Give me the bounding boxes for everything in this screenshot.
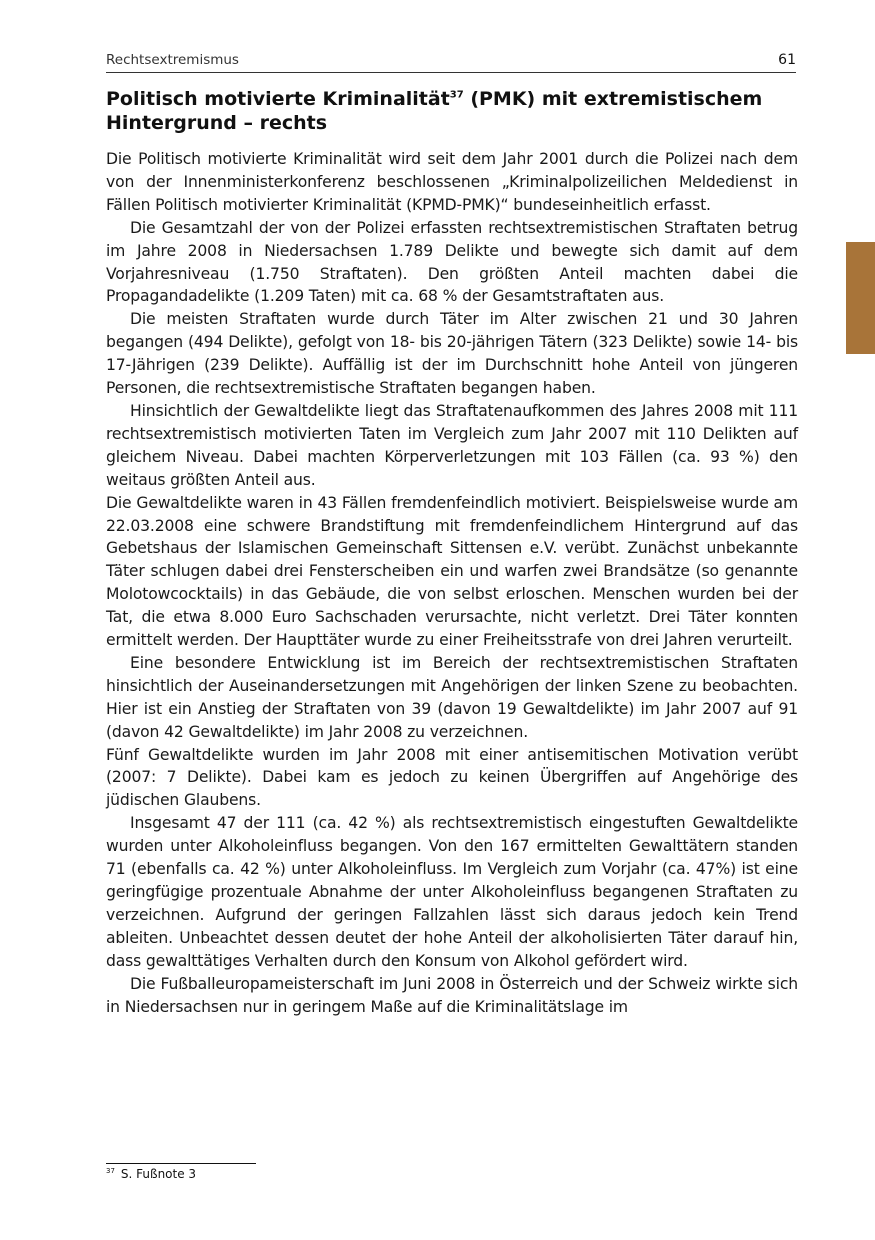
- heading-footnote-marker: 37: [449, 89, 464, 101]
- footnote-rule: [106, 1163, 256, 1164]
- footnote: [106, 1167, 196, 1181]
- paragraph: Die meisten Straftaten wurde durch Täter im Alter zwischen 21 und 30 Jahren begangen (494 Delikte), gefolgt von 18- bis 20-jährigen Tätern (323 Delikte) sowie 14- bis 17-Jährigen (239 Delikte). Auffällig ist der im Durchschnitt hohe Anteil von jüngeren Personen, die rechtsextremistische Straftaten begangen haben.: [106, 310, 798, 398]
- page-number: 61: [778, 52, 796, 68]
- paragraph: Insgesamt 47 der 111 (ca. 42 %) als rechtsextremistisch eingestuften Gewaltdelikte wurden unter Alkoholeinfluss begangen. Von den 167 ermittelten Gewalttätern standen 71 (ebenfalls ca. 42 %) unter Alkoholeinfluss. Im Vergleich zum Vorjahr (ca. 47%) ist eine geringfügige prozentuale Abnahme der unter Alkoholeinfluss begangenen Straftaten zu verzeichnen. Aufgrund der geringen Fallzahlen lässt sich daraus jedoch kein Trend ableiten. Unbeachtet dessen deutet der hohe Anteil der alkoholisierten Täter darauf hin, dass gewalttätiges Verhalten durch den Konsum von Alkohol gefördert wird.: [106, 814, 798, 970]
- paragraph: Fünf Gewaltdelikte wurden im Jahr 2008 mit einer antisemitischen Motivation verübt (2007: 7 Delikte). Dabei kam es jedoch zu keinen Übergriffen auf Angehörige des jüdischen Glaubens.: [106, 745, 798, 810]
- heading-text-start: Politisch motivierte Kriminalität: [106, 88, 450, 110]
- paragraph: Die Fußballeuropameisterschaft im Juni 2008 in Österreich und der Schweiz wirkte sich in Niedersachsen nur in geringem Maße auf die Kriminalitätslage im: [106, 974, 798, 1016]
- footnote-text: S. Fußnote 3: [120, 1167, 197, 1181]
- paragraph: Die Politisch motivierte Kriminalität wird seit dem Jahr 2001 durch die Polizei nach dem von der Innenministerkonferenz beschlossenen „Kriminalpolizeilichen Meldedienst in Fällen Politisch motivierter Kriminalität (KPMD-PMK)“ bundeseinheitlich erfasst.: [106, 150, 798, 214]
- paragraph: Hinsichtlich der Gewaltdelikte liegt das Straftatenaufkommen des Jahres 2008 mit 111 rechtsextremistisch motivierten Taten im Vergleich zum Jahr 2007 mit 110 Delikten auf gleichem Niveau. Dabei machten Körperverletzungen mit 103 Fällen (ca. 93 %) den weitaus größten Anteil aus.: [106, 401, 798, 489]
- running-head: [106, 50, 796, 73]
- paragraph: Die Gewaltdelikte waren in 43 Fällen fremdenfeindlich motiviert. Beispielsweise wurde am 22.03.2008 eine schwere Brandstiftung mit fremdenfeindlichem Hintergrund auf das Gebetshaus der Islamischen Gemeinschaft Sittensen e.V. verübt. Zunächst unbekannte Täter schlugen dabei drei Fensterscheiben ein und warfen zwei Brandsätze (so genannte Molotowcocktails) in das Gebäude, die von selbst erloschen. Menschen wurden bei der Tat, die etwa 8.000 Euro Sachschaden verursachte, nicht verletzt. Drei Täter konnten ermittelt werden. Der Haupttäter wurde zu einer Freiheitsstrafe von drei Jahren verurteilt.: [106, 493, 798, 650]
- running-head-section: Rechtsextremismus: [106, 52, 239, 68]
- paragraph: Die Gesamtzahl der von der Polizei erfassten rechtsextremistischen Straftaten betrug im Jahre 2008 in Niedersachsen 1.789 Delikte und bewegte sich damit auf dem Vorjahresniveau (1.750 Straftaten). Den größten Anteil machten dabei die Propagandadelikte (1.209 Taten) mit ca. 68 % der Gesamtstraftaten aus.: [106, 218, 798, 306]
- section-heading: [106, 87, 796, 135]
- paragraph: Eine besondere Entwicklung ist im Bereich der rechtsextremistischen Straftaten hinsichtlich der Auseinandersetzungen mit Angehörigen der linken Szene zu beobachten. Hier ist ein Anstieg der Straftaten von 39 (davon 19 Gewaltdelikte) im Jahr 2007 auf 91 (davon 42 Gewaltdelikte) im Jahr 2008 zu verzeichnen.: [106, 653, 798, 741]
- chapter-thumb-tab: [846, 242, 875, 354]
- heading-text-end: (PMK) mit extremistischem Hintergrund – rechts: [106, 88, 763, 134]
- footnote-marker: 37: [106, 1167, 115, 1175]
- body-text: [106, 148, 798, 1018]
